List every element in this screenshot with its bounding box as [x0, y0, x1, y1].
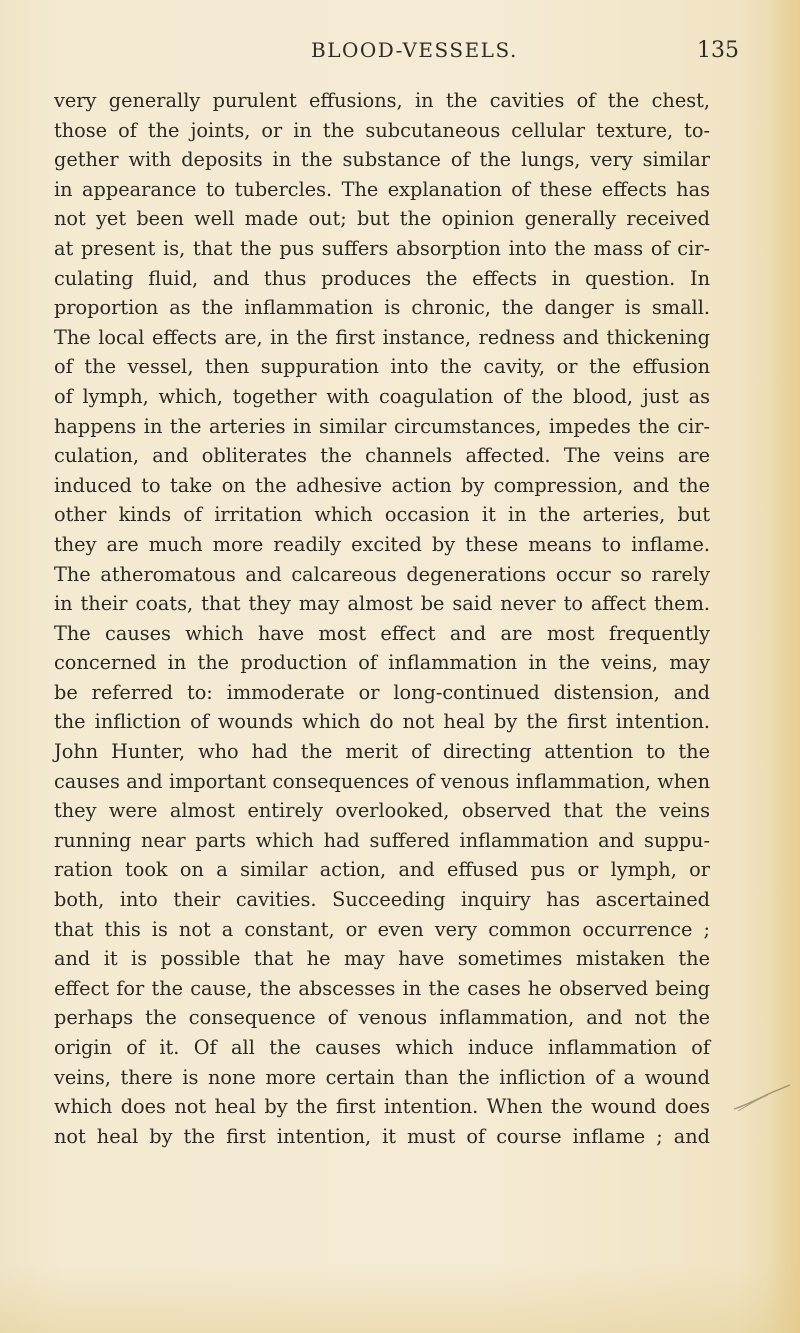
text-line: happens in the arteries in similar circumstances, impedes the cir- — [54, 414, 710, 438]
text-line: at present is, that the pus suffers absorption into the mass of cir- — [54, 236, 710, 260]
text-line: causes and important consequences of venous inflammation, when — [54, 769, 710, 793]
text-line: and it is possible that he may have sometimes mistaken the — [54, 947, 710, 971]
text-line: they were almost entirely overlooked, observed that the veins — [54, 799, 710, 823]
text-line: veins, there is none more certain than the infliction of a wound — [54, 1065, 710, 1089]
pencil-mark — [732, 1083, 792, 1113]
text-line: The causes which have most effect and are most frequently — [54, 621, 710, 645]
text-line: culating fluid, and thus produces the effects in question. In — [54, 266, 710, 290]
page-header — [0, 38, 800, 72]
text-line: not yet been well made out; but the opinion generally received — [54, 207, 710, 231]
text-line: effect for the cause, the abscesses in the cases he observed being — [54, 976, 710, 1000]
text-line: which does not heal by the first intention. When the wound does — [54, 1095, 710, 1119]
text-line: both, into their cavities. Succeeding inquiry has ascertained — [54, 888, 710, 912]
text-line: those of the joints, or in the subcutaneous cellular texture, to- — [54, 118, 710, 142]
text-line: not heal by the first intention, it must of course inflame ; and — [54, 1124, 710, 1148]
text-line: induced to take on the adhesive action by compression, and the — [54, 473, 710, 497]
text-line: that this is not a constant, or even very common occurrence ; — [54, 917, 710, 941]
text-line: of lymph, which, together with coagulation of the blood, just as — [54, 384, 710, 408]
page-edge-stain — [766, 0, 800, 1333]
text-line: other kinds of irritation which occasion it in the arteries, but — [54, 503, 710, 527]
text-line: be referred to: immoderate or long-continued distension, and — [54, 680, 710, 704]
text-line: proportion as the inflammation is chronic, the danger is small. — [54, 296, 710, 320]
body-text — [54, 86, 710, 1151]
text-line: in their coats, that they may almost be said never to affect them. — [54, 592, 710, 616]
text-line: ration took on a similar action, and effused pus or lymph, or — [54, 858, 710, 882]
text-line: gether with deposits in the substance of the lungs, very similar — [54, 148, 710, 172]
text-line: the infliction of wounds which do not heal by the first intention. — [54, 710, 710, 734]
text-line: of the vessel, then suppuration into the cavity, or the effusion — [54, 355, 710, 379]
text-line: perhaps the consequence of venous inflammation, and not the — [54, 1006, 710, 1030]
page-bottom-stain — [0, 1263, 800, 1333]
text-line: concerned in the production of inflammation in the veins, may — [54, 651, 710, 675]
running-title: BLOOD-VESSELS. — [311, 38, 518, 62]
text-line: origin of it. Of all the causes which induce inflammation of — [54, 1036, 710, 1059]
text-line: they are much more readily excited by these means to inflame. — [54, 532, 710, 556]
text-line: in appearance to tubercles. The explanation of these effects has — [54, 177, 710, 201]
text-line: running near parts which had suffered inflammation and suppu- — [54, 828, 710, 852]
page-number: 135 — [697, 38, 739, 63]
text-line: The atheromatous and calcareous degenerations occur so rarely — [54, 562, 710, 586]
text-line: culation, and obliterates the channels affected. The veins are — [54, 444, 710, 468]
text-line: The local effects are, in the first instance, redness and thickening — [54, 325, 710, 349]
text-line: very generally purulent effusions, in the cavities of the chest, — [54, 89, 710, 112]
text-line: John Hunter, who had the merit of directing attention to the — [54, 740, 710, 764]
